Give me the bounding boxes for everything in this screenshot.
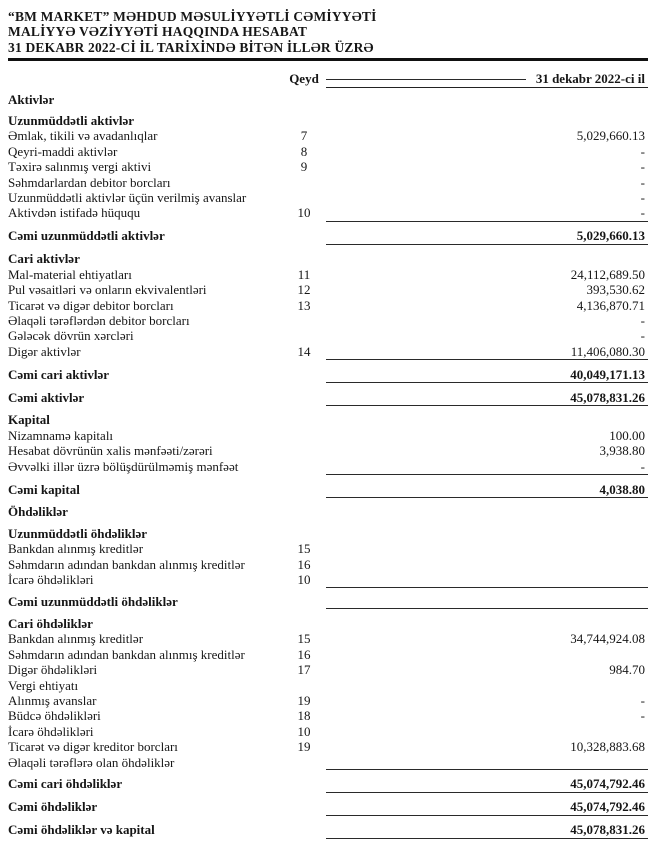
row-value: 4,038.80 [326, 482, 648, 498]
line-item-row [8, 344, 648, 360]
row-value [326, 594, 648, 609]
label-column-spacer [8, 71, 282, 87]
row-value: 34,744,924.08 [570, 631, 645, 647]
row-note [282, 367, 326, 383]
row-label: Cəmi cari öhdəliklər [8, 776, 123, 792]
row-label: İcarə öhdəlikləri [8, 723, 94, 739]
row-note [282, 251, 326, 266]
company-name: “BM MARKET” MƏHDUD MƏSULİYYƏTLİ CƏMİYYƏTİ [8, 9, 377, 24]
row-label: Bankdan alınmış kreditlər [8, 541, 144, 557]
row-label: Cari aktivlər [8, 251, 80, 267]
row-note [282, 113, 326, 128]
statement-period: 31 DEKABR 2022-Cİ İL TARİXİNDƏ BİTƏN İLLƏR ÜZRƏ [8, 39, 374, 55]
section-header-row [8, 251, 648, 266]
row-value [326, 678, 648, 693]
line-item-row [8, 708, 648, 723]
table-column-headers [8, 71, 648, 87]
row-label: Cəmi uzunmüddətli aktivlər [8, 228, 165, 244]
line-item-row [8, 282, 648, 297]
row-note [282, 482, 326, 498]
line-item-row [8, 328, 648, 343]
row-label: Cəmi öhdəliklər [8, 799, 98, 815]
row-note: 15 [297, 631, 311, 647]
line-item-row [8, 443, 648, 458]
line-item-row [8, 175, 648, 190]
row-label: Cəmi cari aktivlər [8, 366, 110, 382]
line-item-row [8, 557, 648, 572]
line-item-row [8, 144, 648, 159]
row-note [282, 92, 326, 107]
row-label: Pul vəsaitləri və onların ekvivalentləri [8, 282, 207, 298]
row-label: Vergi ehtiyatı [8, 677, 79, 693]
total-row [8, 799, 648, 815]
row-note [282, 390, 326, 406]
row-value: - [326, 205, 648, 221]
row-note [282, 412, 326, 427]
row-value: 4,136,870.71 [576, 297, 645, 313]
row-note: 16 [297, 556, 311, 572]
total-row [8, 776, 648, 792]
row-note [282, 504, 326, 519]
row-label: Əlaqəli tərəflərə olan öhdəliklər [8, 754, 175, 770]
row-value: 24,112,689.50 [570, 266, 645, 282]
row-note: 15 [297, 541, 311, 557]
row-note [282, 755, 326, 770]
row-label: Əmlak, tikili və avadanlıqlar [8, 128, 158, 144]
section-header-row [8, 526, 648, 541]
row-label: Ticarət və digər kreditor borcları [8, 739, 178, 755]
row-note [282, 799, 326, 815]
line-item-row [8, 128, 648, 143]
row-note [282, 175, 326, 190]
row-note [282, 776, 326, 792]
row-value: - [640, 312, 645, 328]
row-note [282, 313, 326, 328]
row-value: 45,078,831.26 [326, 390, 648, 406]
row-note: 18 [297, 708, 311, 724]
row-label: Aktivlər [8, 91, 55, 107]
line-item-row [8, 631, 648, 646]
row-value: 393,530.62 [586, 282, 645, 298]
row-label: Digər öhdəlikləri [8, 662, 98, 678]
row-value: 100.00 [609, 427, 645, 443]
row-label: Alınmış avanslar [8, 692, 97, 708]
row-value: 3,938.80 [599, 443, 645, 459]
line-item-row [8, 159, 648, 174]
row-value [326, 113, 648, 128]
row-value [326, 526, 648, 541]
row-note: 9 [300, 159, 308, 175]
row-label: Mal-material ehtiyatları [8, 266, 132, 282]
row-label: Cari öhdəliklər [8, 615, 93, 631]
row-value: 11,406,080.30 [326, 344, 648, 360]
row-note [282, 190, 326, 205]
row-label: Kapital [8, 412, 50, 428]
row-value: - [326, 459, 648, 475]
line-item-row [8, 267, 648, 282]
row-note: 10 [297, 572, 311, 588]
row-label: Nizamnamə kapitalı [8, 427, 114, 443]
row-value: 10,328,883.68 [570, 739, 645, 755]
line-item-row [8, 298, 648, 313]
row-label: Qeyri-maddi aktivlər [8, 143, 118, 159]
line-item-row [8, 678, 648, 693]
line-item-row [8, 755, 648, 770]
row-note [282, 459, 326, 475]
row-note: 11 [297, 266, 311, 282]
row-value [326, 541, 648, 556]
row-label: Cəmi öhdəliklər və kapital [8, 822, 155, 838]
section-header-row [8, 616, 648, 631]
row-note: 10 [297, 205, 311, 221]
row-note: 16 [297, 646, 311, 662]
total-row [8, 367, 648, 383]
row-note [282, 678, 326, 693]
note-column-header: Qeyd [289, 71, 319, 87]
row-value: - [640, 692, 645, 708]
row-value: 45,074,792.46 [326, 799, 648, 815]
row-value: - [640, 190, 645, 206]
row-note: 13 [297, 297, 311, 313]
row-label: Bankdan alınmış kreditlər [8, 631, 144, 647]
line-item-row [8, 541, 648, 556]
row-note [282, 594, 326, 609]
row-value [326, 755, 648, 770]
section-header-row [8, 113, 648, 128]
total-row [8, 390, 648, 406]
row-label: Digər aktivlər [8, 343, 81, 359]
row-value [326, 92, 648, 107]
total-row [8, 822, 648, 838]
row-label: Cəmi uzunmüddətli öhdəliklər [8, 594, 178, 609]
row-note: 19 [297, 739, 311, 755]
total-row [8, 482, 648, 498]
row-note: 7 [300, 128, 308, 144]
section-header-row [8, 504, 648, 519]
line-item-row [8, 313, 648, 328]
row-note [282, 822, 326, 838]
row-label: Əvvəlki illər üzrə bölüşdürülməmiş mənfəət [8, 458, 239, 474]
row-note [282, 443, 326, 458]
line-item-row [8, 459, 648, 475]
row-value [326, 412, 648, 427]
row-note [282, 228, 326, 244]
total-row [8, 228, 648, 244]
row-label: Uzunmüddətli aktivlər üçün verilmiş avanslar [8, 190, 247, 206]
line-item-row [8, 190, 648, 205]
row-value [326, 724, 648, 739]
period-column-header-cell [326, 71, 648, 87]
row-note: 14 [297, 343, 311, 359]
row-note: 8 [300, 143, 308, 159]
row-value: 40,049,171.13 [326, 367, 648, 383]
header-rule-segment [326, 79, 526, 80]
row-label: Büdcə öhdəlikləri [8, 708, 101, 724]
row-value: - [640, 708, 645, 724]
row-label: Ticarət və digər debitor borcları [8, 297, 174, 313]
total-row [8, 594, 648, 609]
row-label: Səhmdarın adından bankdan alınmış kreditlər [8, 646, 245, 662]
row-value: 45,078,831.26 [326, 822, 648, 838]
row-label: İcarə öhdəlikləri [8, 572, 94, 588]
row-label: Uzunmüddətli öhdəliklər [8, 525, 148, 541]
row-label: Əlaqəli tərəflərdən debitor borcları [8, 312, 190, 328]
row-label: Gələcək dövrün xərcləri [8, 328, 134, 344]
row-note [282, 328, 326, 343]
row-value [326, 616, 648, 631]
line-item-row [8, 724, 648, 739]
line-item-row [8, 693, 648, 708]
row-value: - [640, 159, 645, 175]
row-label: Cəmi aktivlər [8, 389, 85, 405]
row-value: - [640, 328, 645, 344]
row-value: 5,029,660.13 [576, 128, 645, 144]
row-note [282, 526, 326, 541]
row-value: 5,029,660.13 [326, 228, 648, 244]
section-header-row [8, 92, 648, 107]
row-label: Aktivdən istifadə hüququ [8, 205, 141, 221]
row-note [282, 616, 326, 631]
row-note: 12 [297, 282, 311, 298]
row-value [326, 504, 648, 519]
line-item-row [8, 572, 648, 587]
line-item-row [8, 739, 648, 754]
row-label: Cəmi kapital [8, 481, 80, 497]
line-item-row [8, 647, 648, 662]
line-item-row [8, 428, 648, 443]
row-value [326, 647, 648, 662]
section-header-row [8, 412, 648, 427]
row-value: 984.70 [609, 662, 645, 678]
row-value: - [640, 143, 645, 159]
row-label: Səhmdarlardan debitor borcları [8, 174, 171, 190]
line-item-row [8, 205, 648, 221]
row-note: 17 [297, 662, 311, 678]
row-value: 45,074,792.46 [326, 776, 648, 792]
row-label: Səhmdarın adından bankdan alınmış kreditlər [8, 556, 245, 572]
row-label: Öhdəliklər [8, 504, 68, 520]
statement-rows [8, 92, 648, 839]
row-value [326, 557, 648, 572]
row-label: Təxirə salınmış vergi aktivi [8, 159, 152, 175]
row-value: - [640, 174, 645, 190]
row-note [282, 428, 326, 443]
line-item-row [8, 662, 648, 677]
title-divider-rule [8, 58, 648, 61]
row-value [326, 572, 648, 587]
period-column-header: 31 dekabr 2022-ci il [535, 71, 645, 87]
row-note: 19 [297, 692, 311, 708]
statement-title: MALİYYƏ VƏZİYYƏTİ HAQQINDA HESABAT [8, 24, 308, 40]
row-note: 10 [297, 723, 311, 739]
row-label: Uzunmüddətli aktivlər [8, 113, 135, 129]
row-label: Hesabat dövrünün xalis mənfəəti/zərəri [8, 443, 213, 459]
row-value [326, 251, 648, 266]
